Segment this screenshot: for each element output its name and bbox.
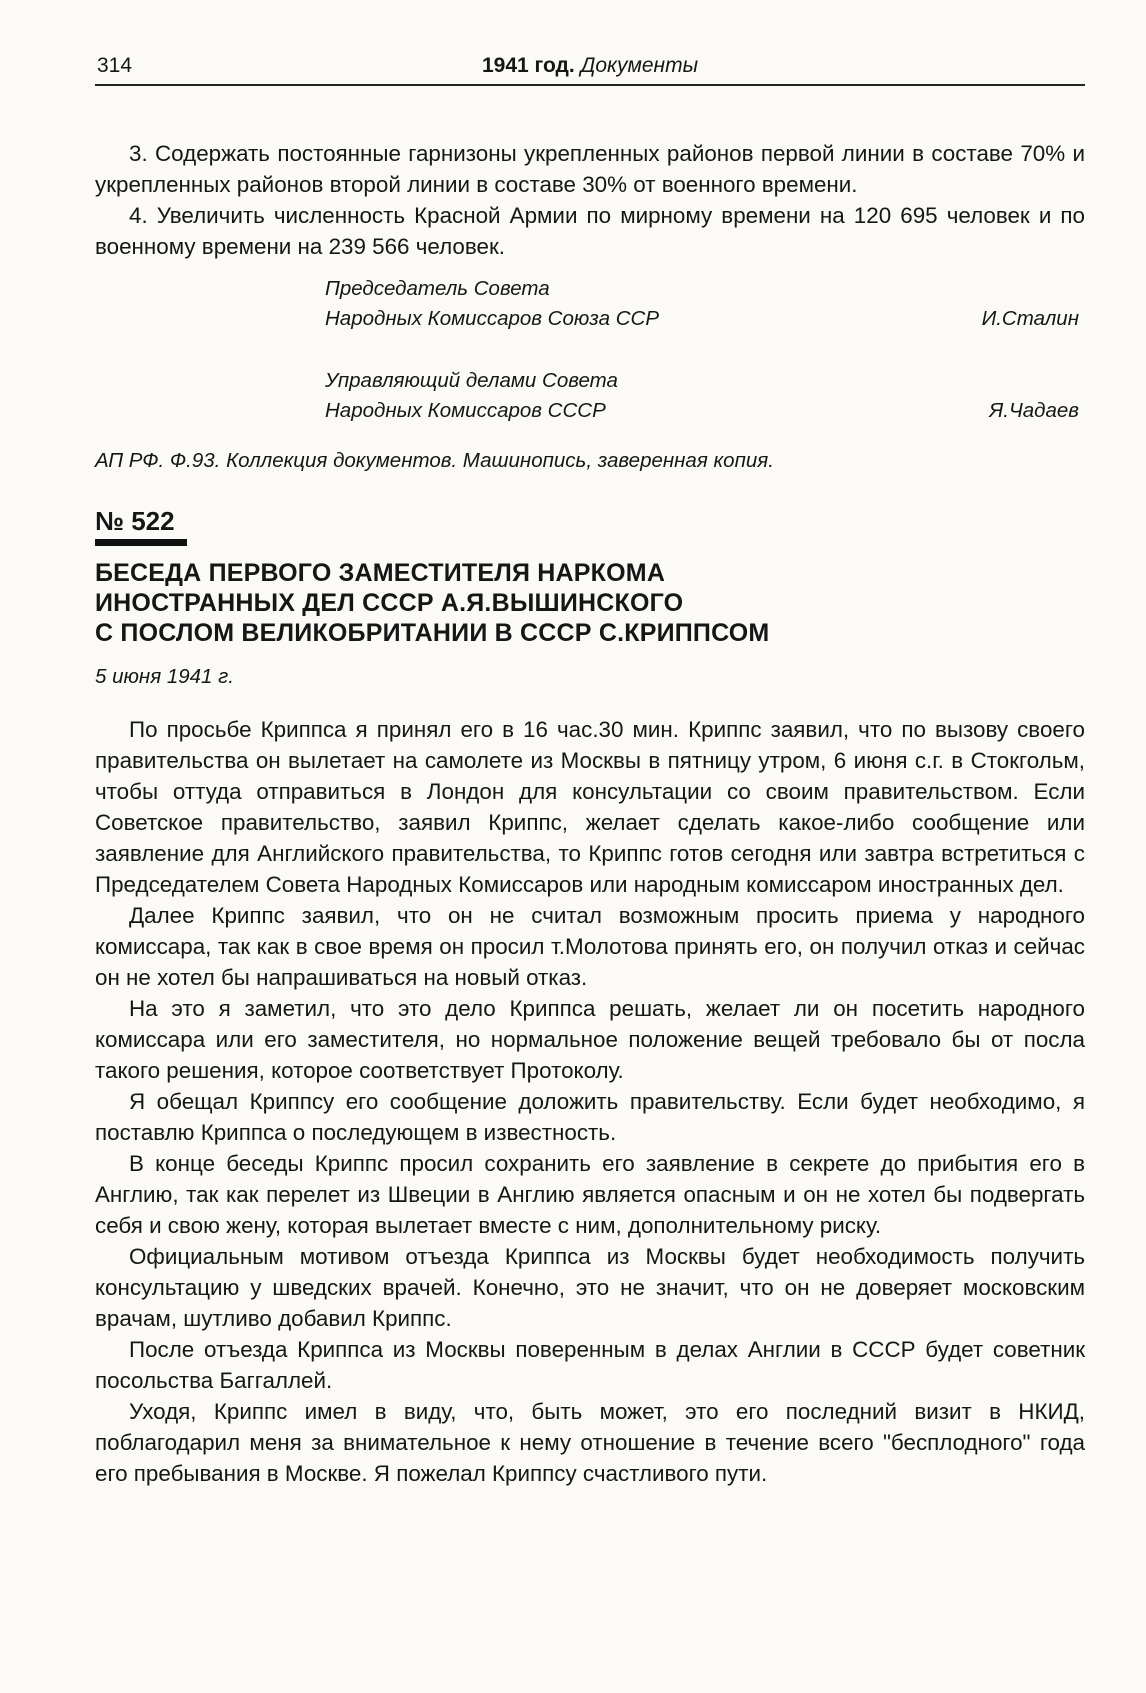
- previous-document-tail: [95, 138, 1085, 262]
- body-paragraph: Далее Криппс заявил, что он не считал возможным просить приема у народного комиссара, так как в свое время он просил т.Молотова принять его, он получил отказ и сейчас он не хотел бы напрашиваться на новый отказ.: [95, 903, 1085, 990]
- document-body: [95, 714, 1085, 1489]
- signature-title: [325, 366, 618, 426]
- running-title-section: Документы: [580, 54, 699, 77]
- body-paragraph: Официальным мотивом отъезда Криппса из Москвы будет необходимость получить консультацию у шведских врачей. Конечно, это не значит, что он не доверяет московским врачам, шутливо добавил Криппс.: [95, 1244, 1085, 1331]
- document-date: 5 июня 1941 г.: [95, 665, 234, 688]
- archive-source-note: АП РФ. Ф.93. Коллекция документов. Машинопись, заверенная копия.: [95, 449, 774, 472]
- running-header: [95, 48, 1085, 86]
- body-paragraph: По просьбе Криппса я принял его в 16 час.30 мин. Криппс заявил, что по вызову своего правительства он вылетает на самолете из Москвы в пятницу утром, 6 июня с.г. в Стокгольм, чтобы оттуда отправиться в Лондон для консультации со своим правительством. Если Советское правительство, заявил Криппс, желает сделать какое-либо сообщение или заявление для Английского правительства, то Криппс готов сегодня или завтра встретиться с Председателем Совета Народных Комиссаров или народным комиссаром иностранных дел.: [95, 717, 1085, 897]
- running-title: [95, 54, 1085, 78]
- decree-item-4: 4. Увеличить численность Красной Армии по мирному времени на 120 695 человек и по военному времени на 239 566 человек.: [95, 203, 1085, 259]
- signature-title-line: Председатель Совета: [325, 277, 550, 300]
- signature-block-administrator: [95, 366, 1085, 428]
- document-page: [95, 48, 1085, 1489]
- document-title-line: С ПОСЛОМ ВЕЛИКОБРИТАНИИ В СССР С.КРИППСОМ: [95, 619, 770, 647]
- body-paragraph: В конце беседы Криппс просил сохранить его заявление в секрете до прибытия его в Англию, так как перелет из Швеции в Англию является опасным и он не хотел бы подвергать себя и свою жену, которая вылетает вместе с ним, дополнительному риску.: [95, 1151, 1085, 1238]
- document-number-rule: [95, 539, 187, 546]
- body-paragraph: На это я заметил, что это дело Криппса решать, желает ли он посетить народного комиссара или его заместителя, но нормальное положение вещей требовало бы от посла такого решения, которое соответствует Протоколу.: [95, 996, 1085, 1083]
- signature-title: [325, 274, 659, 334]
- document-title-line: ИНОСТРАННЫХ ДЕЛ СССР А.Я.ВЫШИНСКОГО: [95, 589, 684, 617]
- signature-title-line: Народных Комиссаров Союза ССР: [325, 307, 659, 330]
- document-title: [95, 558, 1085, 648]
- body-paragraph: Уходя, Криппс имел в виду, что, быть может, это его последний визит в НКИД, поблагодарил меня за внимательное к нему отношение в течение всего "бесплодного" года его пребывания в Москве. Я пожелал Криппсу счастливого пути.: [95, 1399, 1085, 1486]
- page-number: 314: [97, 54, 133, 77]
- document-number: № 522: [95, 506, 175, 536]
- decree-item-3: 3. Содержать постоянные гарнизоны укрепленных районов первой линии в составе 70% и укрепленных районов второй линии в составе 30% от военного времени.: [95, 141, 1085, 197]
- body-paragraph: Я обещал Криппсу его сообщение доложить правительству. Если будет необходимо, я поставлю Криппса о последующем в известность.: [95, 1089, 1085, 1145]
- signature-name: Я.Чадаев: [989, 399, 1079, 422]
- document-title-line: БЕСЕДА ПЕРВОГО ЗАМЕСТИТЕЛЯ НАРКОМА: [95, 559, 666, 587]
- body-paragraph: После отъезда Криппса из Москвы поверенным в делах Англии в СССР будет советник посольства Баггаллей.: [95, 1337, 1085, 1393]
- signature-name: И.Сталин: [981, 307, 1079, 330]
- signature-title-line: Управляющий делами Совета: [325, 369, 618, 392]
- signature-title-line: Народных Комиссаров СССР: [325, 399, 606, 422]
- running-title-year: 1941 год.: [481, 54, 575, 77]
- signature-block-chairman: [95, 274, 1085, 336]
